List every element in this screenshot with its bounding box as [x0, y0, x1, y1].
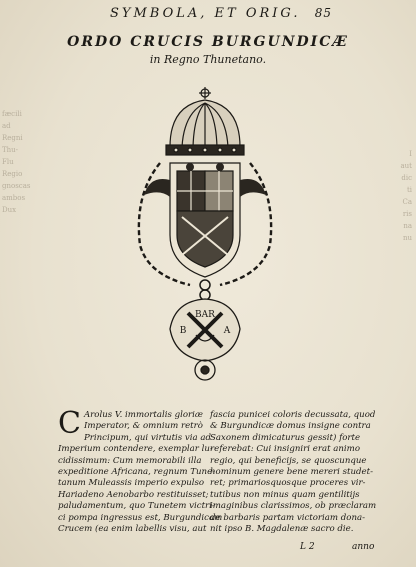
page-number: 85 — [314, 6, 332, 20]
burgundian-cross-emblem — [130, 85, 280, 390]
bleed-through-word: fæcili — [2, 110, 22, 118]
drop-cap: C — [58, 406, 81, 441]
text-line: fascia punicei coloris decussata, quod — [210, 410, 376, 420]
text-line: tutibus non minus quam gentilitijs — [210, 489, 360, 500]
text-line: hominum genere bene mereri studet- — [210, 467, 373, 478]
catchword: anno — [352, 542, 375, 552]
text-line: de barbaris partam victoriam dona- — [210, 512, 366, 523]
bleed-through-word: Thu- — [2, 146, 19, 154]
bleed-through-word: na — [403, 222, 412, 230]
bleed-through-word: nu — [402, 234, 412, 242]
bleed-through-word: aut — [400, 162, 412, 170]
text-line: imaginibus clarissimos, ob præclaram — [210, 501, 377, 512]
text-line: & Burgundicæ domus insigne contra — [210, 421, 371, 432]
signature-mark: L 2 — [300, 542, 315, 552]
text-line: regio, qui beneficijs, se quoscunque — [210, 455, 367, 466]
text-line: ci pompa ingressus est, Burgundicam — [58, 512, 223, 523]
running-head — [110, 6, 410, 21]
bleed-through-word: dic — [401, 174, 412, 182]
section-subtitle: in Regno Thunetano. — [149, 53, 267, 66]
running-head-title: SYMBOLA, ET ORIG. — [110, 6, 301, 21]
text-line: Principum, qui virtutis via ad — [83, 432, 211, 443]
crown-icon — [166, 87, 244, 155]
text-line: Imperium contendere, exemplar lu- — [58, 444, 213, 455]
bleed-through-word: Regni — [2, 134, 23, 142]
bleed-through-word: ambos — [2, 194, 26, 202]
bleed-through-word: ad — [2, 122, 11, 130]
text-line: expeditione Africana, regnum Tune- — [58, 467, 216, 478]
text-line: tanum Muleassis imperio expulso — [58, 478, 205, 489]
bleed-through-word: Flu — [2, 158, 14, 166]
text-line: Saxonem dimicaturus gessit) forte — [210, 432, 361, 443]
svg-text:A: A — [223, 326, 231, 336]
text-line: cidissimum: Cum memorabili illa — [58, 455, 202, 466]
chain-link — [200, 280, 210, 300]
bleed-through-right — [390, 150, 412, 246]
text-line: Hariadeno Aenobarbo restituisset; — [58, 489, 209, 500]
bleed-through-word: ti — [406, 186, 412, 194]
bleed-through-word: I — [409, 150, 412, 158]
text-line: Imperator, & omnium retrò — [83, 421, 203, 432]
bleed-through-word: Regio — [2, 170, 23, 178]
section-title: ORDO CRUCIS BURGUNDICÆ — [67, 34, 349, 50]
bleed-through-left — [2, 110, 31, 218]
bleed-through-word: Dux — [2, 206, 17, 214]
text-line: nit ipso B. Magdalenæ sacro die. — [210, 524, 354, 535]
shield-icon — [170, 163, 240, 277]
svg-text:B: B — [179, 326, 187, 336]
svg-text:BAR: BAR — [195, 310, 215, 320]
bleed-through-word: Ca — [402, 198, 412, 206]
text-line: Arolus V. immortalis gloriæ — [83, 410, 203, 420]
bleed-through-word: ris — [402, 210, 412, 218]
text-line: paludamentum, quo Tunetem victri- — [58, 501, 215, 512]
text-line: Crucem (ea enim labellis visu, aut — [58, 524, 207, 535]
text-line: ret; primariosquosque proceres vir- — [210, 478, 366, 489]
body-text-left-column — [58, 406, 223, 535]
text-line: referebat: Cui insigniri erat animo — [210, 444, 360, 455]
body-text-right-column — [210, 410, 377, 535]
bleed-through-word: gnoscas — [2, 182, 31, 190]
